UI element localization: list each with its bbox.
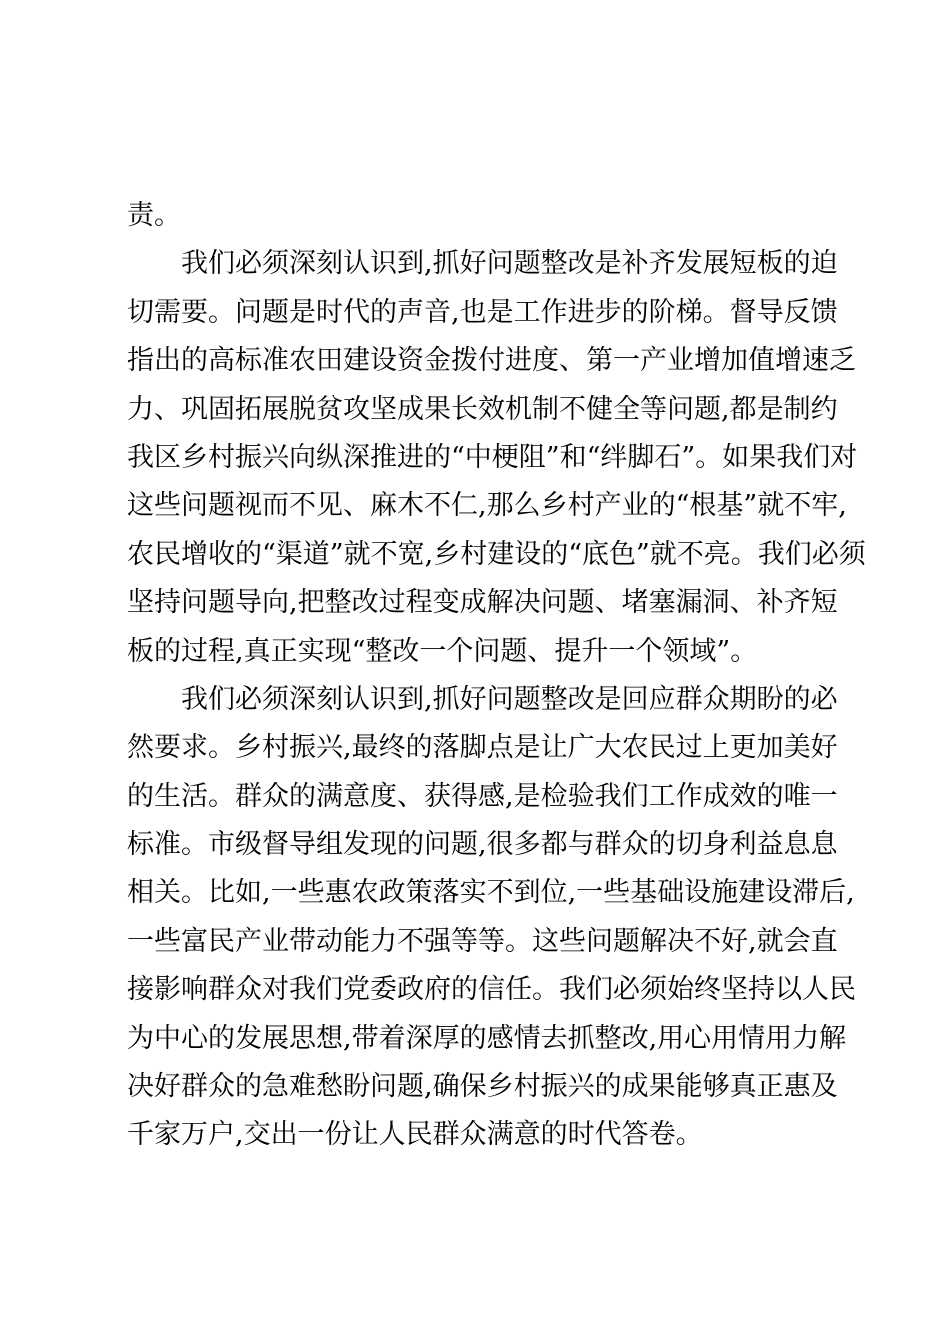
text-line: 板的过程,真正实现“整改一个问题、提升一个领域”。 [127,635,758,667]
text-line: 一些富民产业带动能力不强等等。这些问题解决不好,就会直 [127,925,838,957]
text-line: 责。 [127,200,181,231]
text-line: 然要求。乡村振兴,最终的落脚点是让广大农民过上更加美好 [127,732,838,764]
text-line: 力、巩固拓展脱贫攻坚成果长效机制不健全等问题,都是制约 [127,393,838,425]
text-line: 农民增收的“渠道”就不宽,乡村建设的“底色”就不亮。我们必须 [127,538,866,570]
text-line: 我们必须深刻认识到,抓好问题整改是补齐发展短板的迫 [181,248,838,280]
text-line: 标准。市级督导组发现的问题,很多都与群众的切身利益息息 [127,829,838,861]
paragraph-problem-rectification-shortboard [127,240,866,676]
text-line: 决好群众的急难愁盼问题,确保乡村振兴的成果能够真正惠及 [127,1071,838,1103]
text-line: 千家万户,交出一份让人民群众满意的时代答卷。 [127,1119,703,1151]
text-line: 切需要。问题是时代的声音,也是工作进步的阶梯。督导反馈 [127,296,838,328]
paragraph-problem-rectification-public-expectation [127,676,856,1160]
text-line: 坚持问题导向,把整改过程变成解决问题、堵塞漏洞、补齐短 [127,587,838,619]
text-line: 这些问题视而不见、麻木不仁,那么乡村产业的“根基”就不牢, [127,490,847,522]
text-line: 的生活。群众的满意度、获得感,是检验我们工作成效的唯一 [127,780,838,812]
text-line: 我们必须深刻认识到,抓好问题整改是回应群众期盼的必 [181,683,838,715]
text-line: 相关。比如,一些惠农政策落实不到位,一些基础设施建设滞后, [127,877,855,909]
text-line: 我区乡村振兴向纵深推进的“中梗阻”和“绊脚石”。如果我们对 [127,441,858,473]
text-line: 为中心的发展思想,带着深厚的感情去抓整改,用心用情用力解 [127,1022,847,1054]
paragraph-end-previous [127,192,827,240]
document-page [127,192,866,1160]
text-line: 接影响群众对我们党委政府的信任。我们必须始终坚持以人民 [127,974,856,1006]
text-line: 指出的高标准农田建设资金拨付进度、第一产业增加值增速乏 [127,345,856,377]
